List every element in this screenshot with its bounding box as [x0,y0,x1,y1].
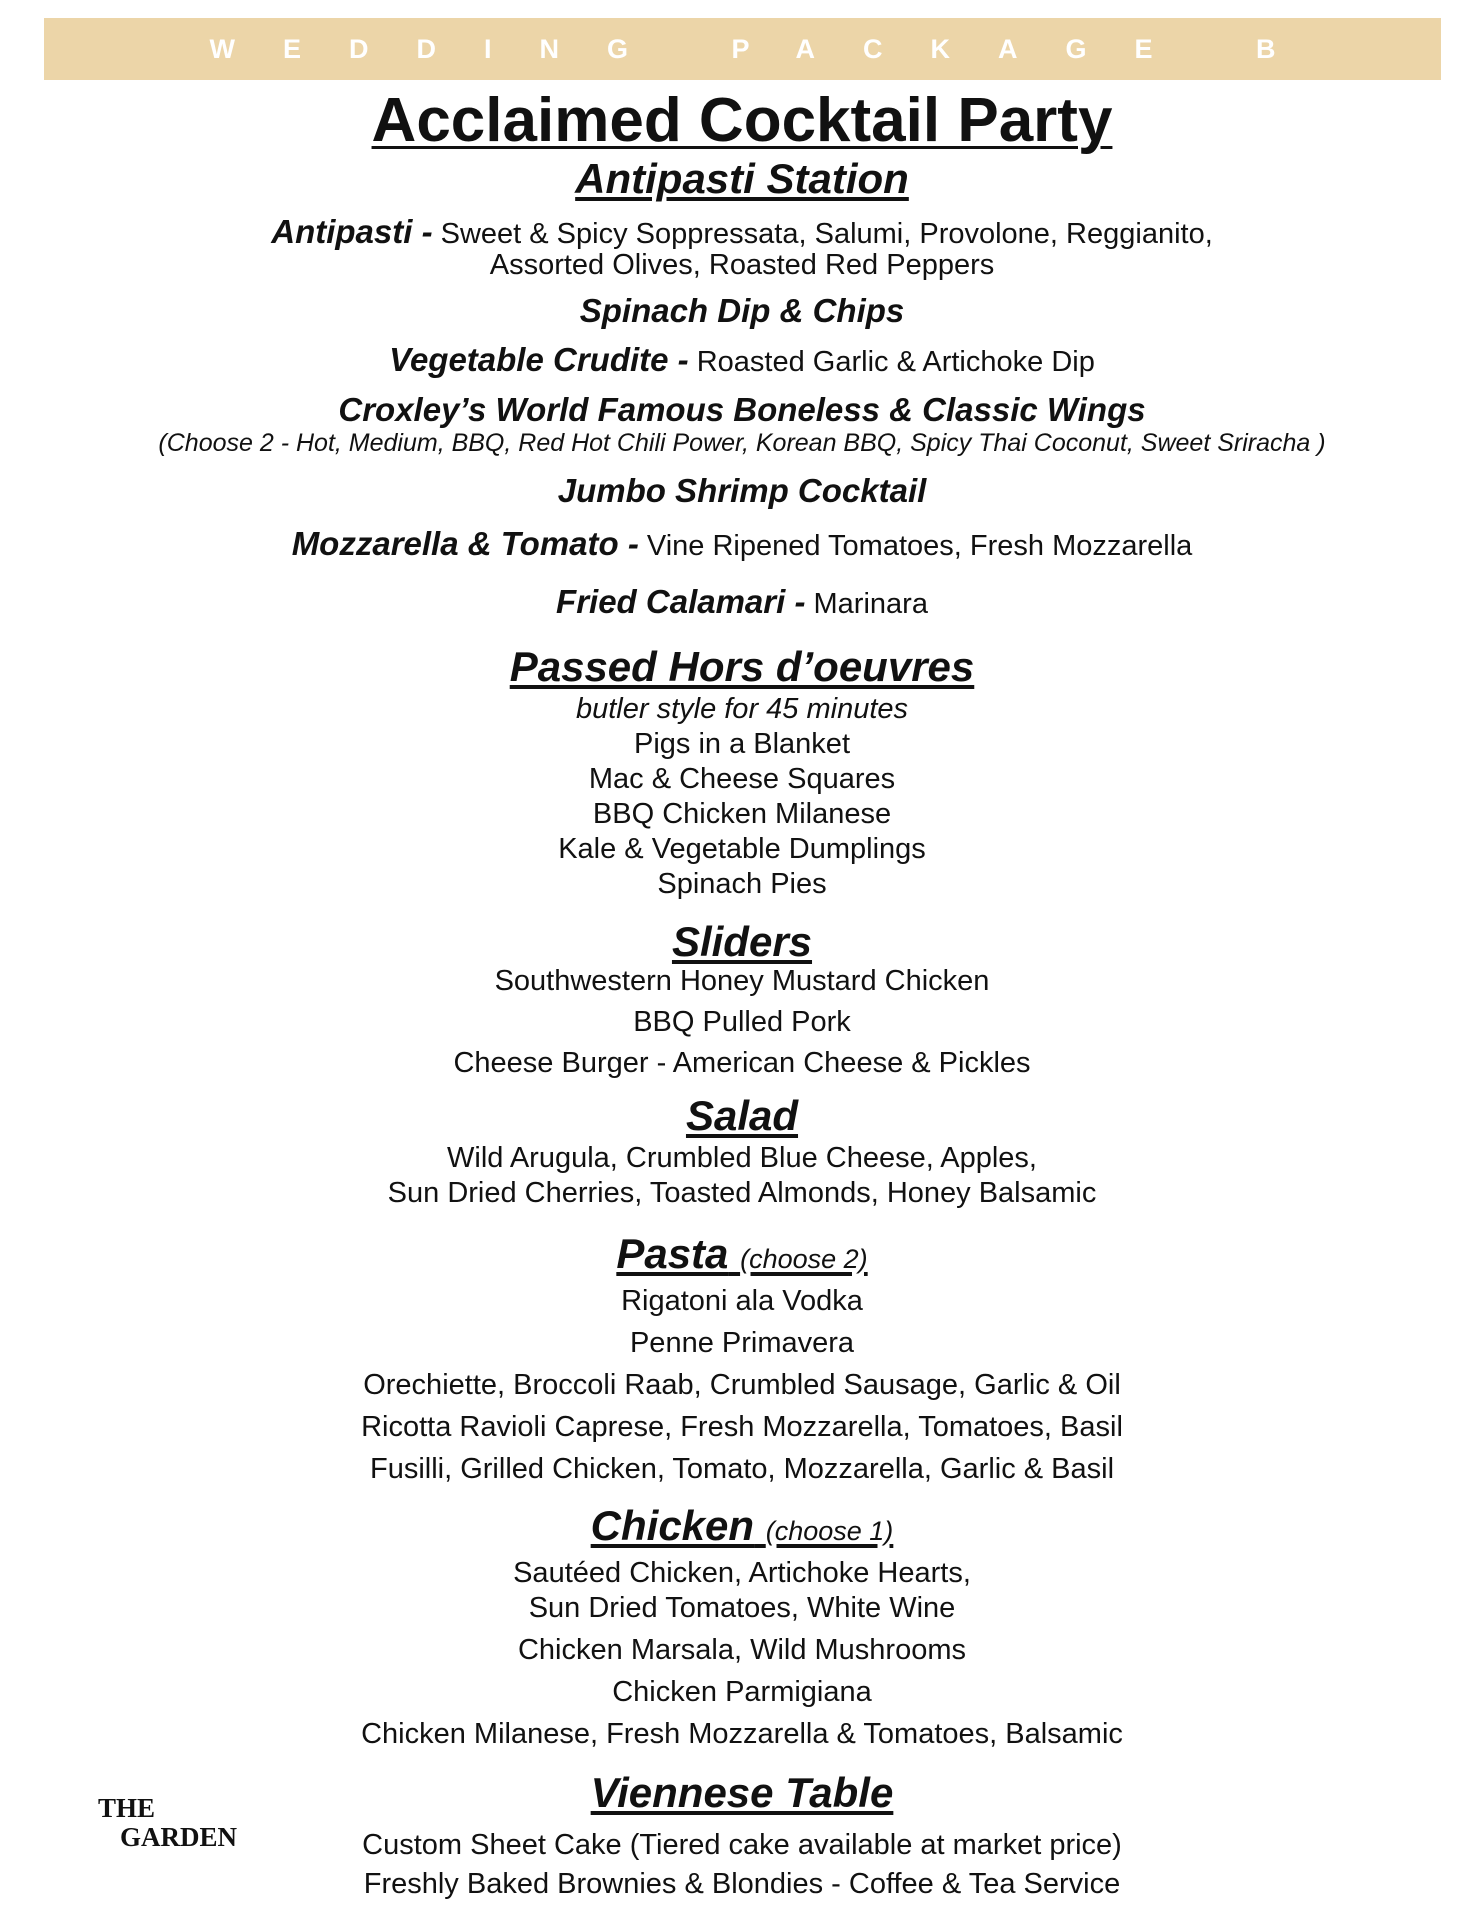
pasta-note: (choose 2) [740,1244,868,1274]
antipasti-station-section [0,154,1484,622]
list-item: BBQ Pulled Pork [633,1006,851,1038]
mozzarella-name: Mozzarella & Tomato - [291,525,639,562]
list-item: Chicken Marsala, Wild Mushrooms [517,1634,966,1666]
passed-note: butler style for 45 minutes [575,693,909,725]
passed-section [0,642,1484,902]
the-garden-logo [98,1794,237,1852]
list-item: Pigs in a Blanket [633,728,850,760]
chicken-note: (choose 1) [765,1516,894,1546]
pasta-section [0,1229,1484,1487]
list-item: Chicken Milanese, Fresh Mozzarella & Tomatoes, Balsamic [361,1718,1123,1750]
package-banner [44,18,1441,80]
list-item: Ricotta Ravioli Caprese, Fresh Mozzarella, Tomatoes, Basil [361,1411,1123,1443]
chicken-heading-row [0,1501,1484,1556]
list-item: Orechiette, Broccoli Raab, Crumbled Sausage, Garlic & Oil [363,1369,1121,1401]
list-item: Fusilli, Grilled Chicken, Tomato, Mozzarella, Garlic & Basil [369,1453,1115,1485]
crudite-item [0,342,1484,380]
chicken-item-1-line-1: Sautéed Chicken, Artichoke Hearts, [513,1557,971,1589]
chicken-heading: Chicken [590,1502,755,1549]
pasta-heading: Pasta [616,1230,729,1277]
banner-text: WEDDING PACKAGE B [209,33,1324,64]
mozzarella-item [0,526,1484,564]
crudite-desc: Roasted Garlic & Artichoke Dip [696,346,1095,378]
menu-body [0,84,1484,1904]
salad-line-1: Wild Arugula, Crumbled Blue Cheese, Apples, [447,1142,1037,1174]
shrimp-item: Jumbo Shrimp Cocktail [557,472,927,509]
calamari-desc: Marinara [813,588,928,620]
sliders-heading: Sliders [671,918,813,965]
list-item: BBQ Chicken Milanese [592,798,892,830]
antipasti-desc: Sweet & Spicy Soppressata, Salumi, Provolone, Reggianito, [440,218,1213,250]
chicken-section [0,1501,1484,1752]
list-item: Chicken Parmigiana [612,1676,872,1708]
antipasti-item [0,213,1484,250]
antipasti-station-heading: Antipasti Station [575,155,909,202]
list-item: Southwestern Honey Mustard Chicken [494,965,990,997]
viennese-line-2: Freshly Baked Brownies & Blondies - Coffee & Tea Service [363,1868,1121,1900]
chicken-item-1-line-2: Sun Dried Tomatoes, White Wine [528,1592,956,1624]
wings-note: (Choose 2 - Hot, Medium, BBQ, Red Hot Chili Power, Korean BBQ, Spicy Thai Coconut, Sweet Sriracha ) [158,429,1326,457]
salad-section [0,1091,1484,1211]
spinach-dip-item: Spinach Dip & Chips [579,292,905,329]
viennese-heading: Viennese Table [590,1769,894,1816]
logo-line-2: GARDEN [120,1822,238,1852]
logo-line-1: THE [98,1793,156,1823]
wings-item: Croxley’s World Famous Boneless & Classic Wings [338,391,1146,428]
calamari-item [0,584,1484,622]
list-item: Penne Primavera [629,1327,855,1359]
sliders-section [0,920,1484,1081]
viennese-line-1: Custom Sheet Cake (Tiered cake available at market price) [362,1829,1122,1861]
calamari-name: Fried Calamari - [556,583,806,620]
list-item: Cheese Burger - American Cheese & Pickles [453,1047,1031,1079]
list-item: Spinach Pies [657,868,827,900]
page-title: Acclaimed Cocktail Party [371,86,1113,155]
passed-heading: Passed Hors d’oeuvres [509,643,975,690]
antipasti-name: Antipasti - [271,213,433,250]
salad-line-2: Sun Dried Cherries, Toasted Almonds, Honey Balsamic [387,1177,1097,1209]
mozzarella-desc: Vine Ripened Tomatoes, Fresh Mozzarella [646,530,1193,562]
list-item: Mac & Cheese Squares [588,763,896,795]
salad-heading: Salad [685,1092,799,1139]
antipasti-desc-2: Assorted Olives, Roasted Red Peppers [489,249,995,281]
list-item: Kale & Vegetable Dumplings [558,833,926,865]
pasta-heading-row [0,1229,1484,1284]
crudite-name: Vegetable Crudite - [389,341,689,378]
list-item: Rigatoni ala Vodka [621,1285,863,1317]
